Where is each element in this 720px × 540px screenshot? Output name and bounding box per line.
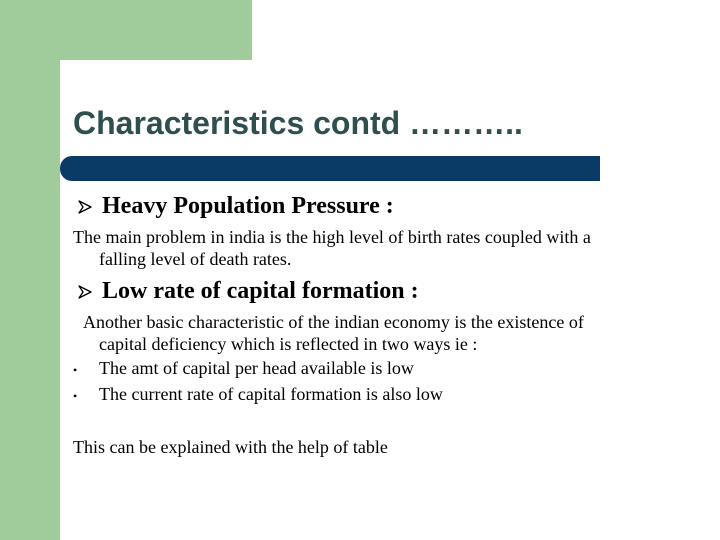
top-accent-band: [0, 0, 252, 60]
slide-title: Characteristics contd ………..: [73, 105, 523, 141]
arrow-bullet-icon: [78, 200, 92, 214]
section-heading-population: Heavy Population Pressure :: [102, 193, 394, 219]
footer-text: This can be explained with the help of table: [73, 437, 388, 457]
bullet-dot-icon: •: [73, 389, 78, 403]
section-text-line: The main problem in india is the high level of birth rates coupled with a: [73, 227, 591, 247]
sub-bullet-item: The amt of capital per head available is low: [99, 358, 414, 378]
section-heading-capital: Low rate of capital formation :: [102, 278, 419, 304]
left-accent-band: [0, 0, 60, 540]
section-text-line: capital deficiency which is reflected in two ways ie :: [99, 334, 478, 354]
section-text-line: falling level of death rates.: [99, 249, 292, 269]
bullet-dot-icon: •: [73, 363, 78, 377]
section-text-line: Another basic characteristic of the indian economy is the existence of: [83, 312, 584, 332]
arrow-bullet-icon: [78, 285, 92, 299]
sub-bullet-item: The current rate of capital formation is also low: [99, 384, 443, 404]
title-underline-bar: [60, 156, 600, 181]
